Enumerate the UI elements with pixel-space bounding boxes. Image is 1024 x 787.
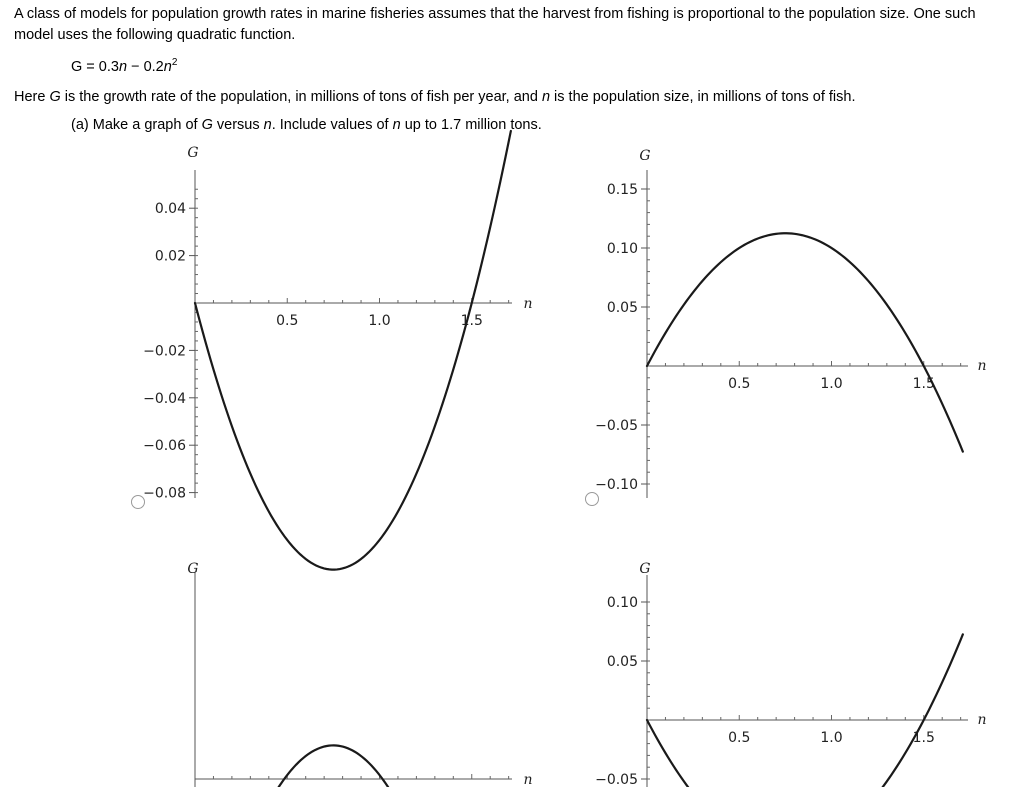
y-tick-label: 0.04 (154, 201, 186, 218)
y-tick-label: −0.06 (143, 438, 186, 455)
y-tick-label: 0.02 (154, 248, 186, 265)
x-axis-label: n (977, 358, 987, 374)
part-a-prompt: (a) Make a graph of G versus n. Include values of n up to 1.7 million tons. (71, 117, 542, 133)
y-tick-label: −0.04 (143, 390, 186, 407)
x-tick-label: 0.5 (728, 730, 751, 746)
y-tick-label: −0.05 (595, 418, 638, 434)
formula-exponent: 2 (171, 57, 178, 68)
x-tick-label: 0.5 (276, 313, 299, 329)
formula-part: − 0.2 (127, 59, 164, 75)
question-intro: A class of models for population growth rates in marine fisheries assumes that the harvest from fishing is proportional to the population size. One such model uses the following quadratic function. (14, 6, 976, 43)
x-tick-label: 1.0 (820, 730, 843, 746)
formula-var: n (163, 59, 172, 75)
y-tick-label: 0.10 (606, 595, 638, 611)
y-axis-label: G (639, 148, 651, 164)
x-tick-label: 1.0 (368, 313, 391, 329)
y-axis-label: G (639, 561, 651, 577)
y-tick-label: 0.05 (606, 654, 638, 670)
x-tick-label: 1.5 (912, 730, 935, 746)
x-axis-label: n (523, 772, 533, 787)
y-tick-label: −0.08 (143, 485, 186, 502)
curve-g-vs-n (647, 634, 963, 787)
x-tick-label: 0.5 (728, 376, 751, 392)
y-tick-label: 0.05 (606, 300, 638, 316)
y-tick-label: −0.05 (595, 772, 638, 787)
formula-part: = 0.3 (82, 59, 119, 75)
y-tick-label: 0.10 (606, 241, 638, 257)
x-axis-label: n (977, 712, 987, 728)
x-tick-label: 1.0 (820, 376, 843, 392)
formula-var: n (118, 59, 128, 75)
y-tick-label: 0.15 (606, 182, 638, 198)
formula-lhs: G (71, 59, 83, 75)
y-axis-label: G (187, 561, 199, 577)
y-axis-label: G (187, 145, 199, 161)
x-tick-label: 1.5 (460, 313, 483, 329)
y-tick-label: −0.02 (143, 343, 186, 360)
x-tick-label: 1.5 (912, 376, 935, 392)
y-tick-label: −0.10 (595, 477, 638, 493)
variable-definitions: Here G is the growth rate of the population, in millions of tons of fish per year, and n is the population size, in millions of tons of fish. (14, 89, 856, 105)
x-axis-label: n (523, 296, 533, 312)
